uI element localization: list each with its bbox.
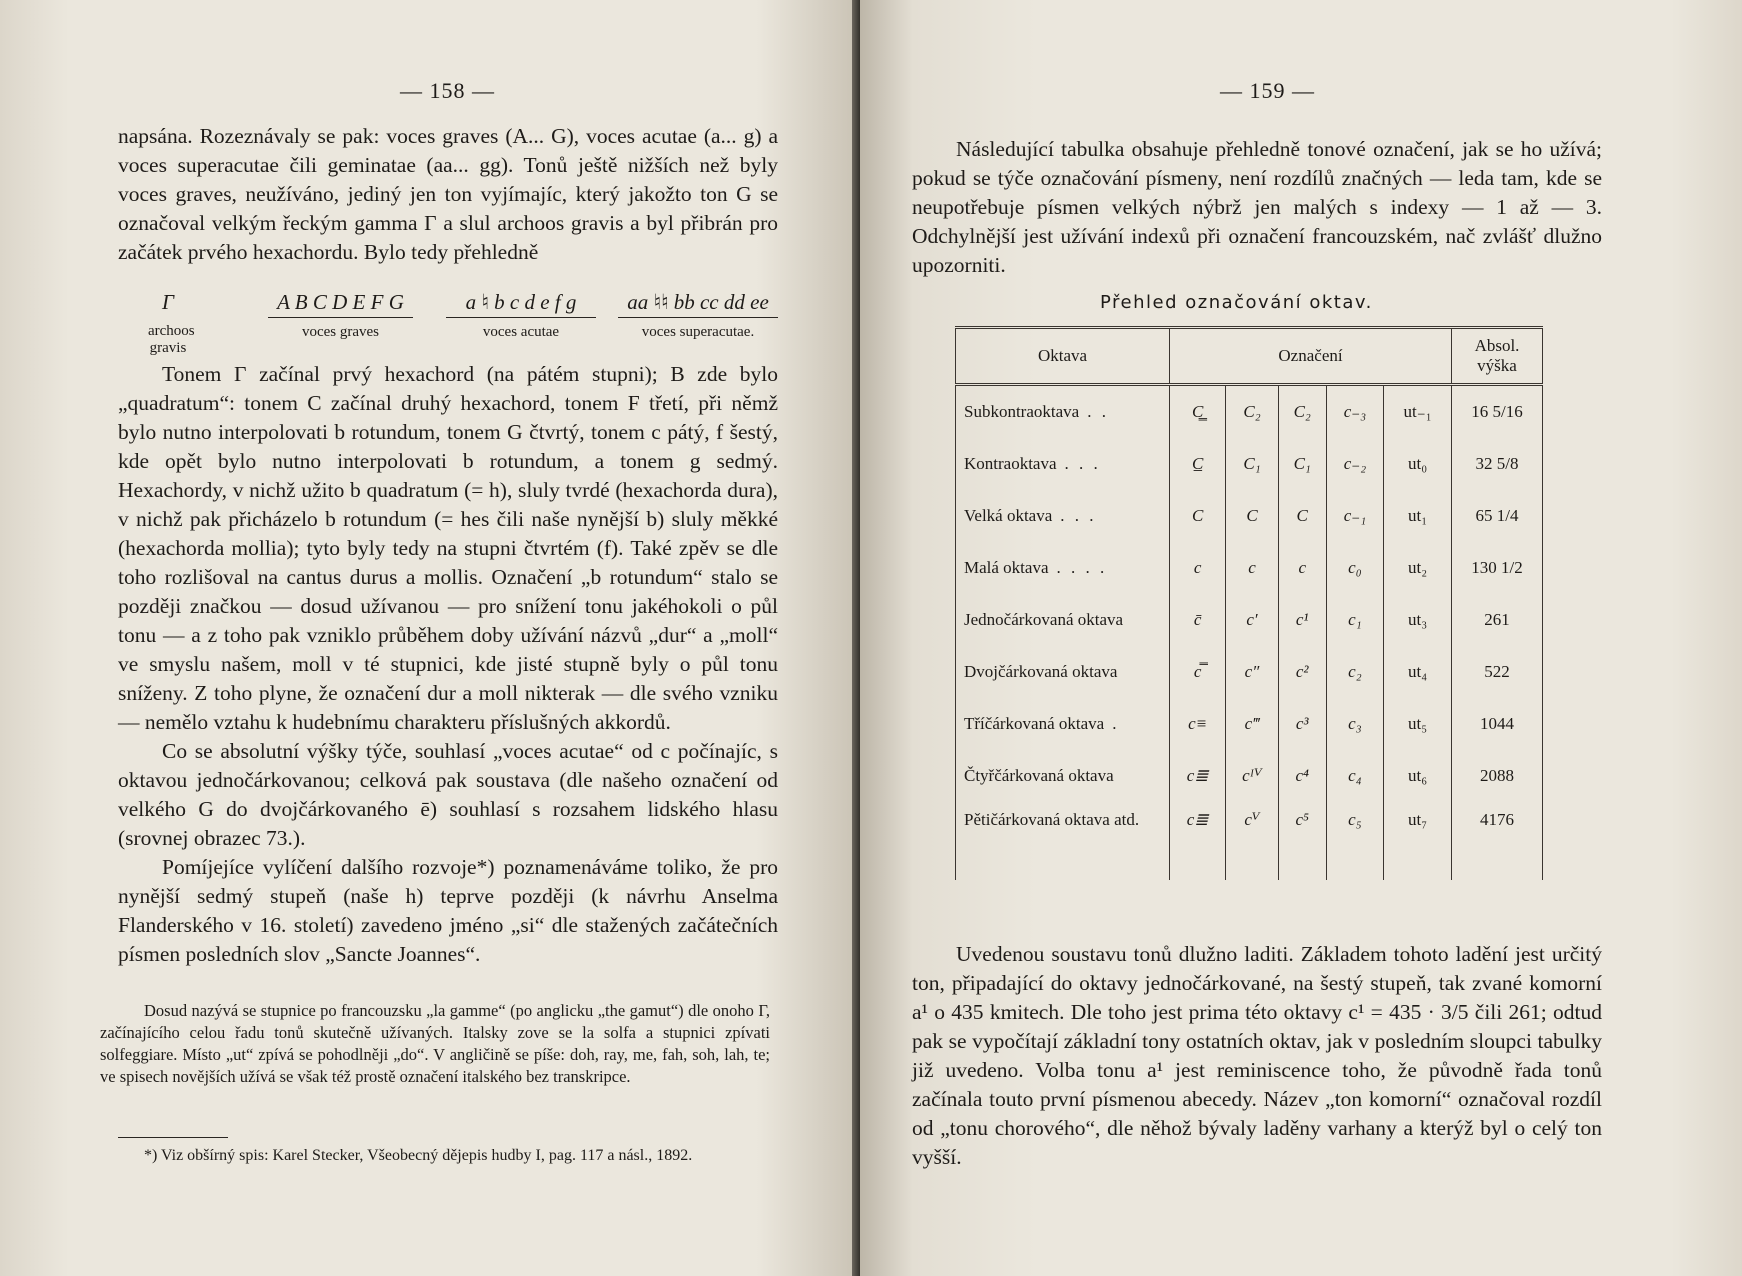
cell-value: c [1193, 558, 1202, 577]
notation-cell [1226, 698, 1278, 750]
notation-cell [1226, 385, 1278, 439]
cell-value: c₀ [1348, 558, 1362, 577]
octave-name: Jednočárkovaná oktava [964, 610, 1124, 629]
cell-value: ut₃ [1407, 610, 1428, 629]
notation-cell [1384, 542, 1452, 594]
absolute-pitch-cell [1452, 542, 1543, 594]
notation-cell [1326, 646, 1383, 698]
cell-value: ut₆ [1407, 766, 1428, 785]
cell-value: ut₋₁ [1403, 402, 1432, 421]
cell-value: 522 [1484, 662, 1510, 681]
cell-value: C₂ [1293, 402, 1311, 421]
absolute-pitch-cell [1452, 698, 1543, 750]
cell-value: ut₇ [1407, 810, 1428, 829]
octave-name: Čtyřčárkovaná oktava [964, 766, 1114, 785]
right-paragraph-after: Uvedenou soustavu tonů dlužno laditi. Základem tohoto ladění jest určitý ton, připadající do oktavy jednočárkované, na šestý stupeň, tak zvané komorní a¹ o 435 kmitech. Dle toho jest prima této oktavy c¹ = 435 · 3/5 čili 261; odtud pak se vypočítají základní tony ostatních oktav, jak v posledním sloupci tabulky již uvedeno. Volba tonu a¹ jest reminiscence toho, že původně řada tonů začínala touto první písmenou abecedy. Název „ton komorní“ označoval rozdíl od „tonu chorového“, dle něhož bývaly laděny varhany a kterýž byl o celý ton vyšší. [912, 942, 1602, 1169]
octave-name-cell [956, 542, 1170, 594]
cell-value: 4176 [1480, 810, 1514, 829]
notation-cell [1170, 385, 1226, 439]
octave-name-cell [956, 490, 1170, 542]
octave-name-cell [956, 698, 1170, 750]
cell-value: c‴ [1244, 714, 1260, 733]
notation-cell [1170, 594, 1226, 646]
footnote-divider [118, 1137, 228, 1138]
cell-value: c₋₃ [1343, 402, 1367, 421]
voces-overview [118, 290, 778, 356]
cell-value: C₁ [1243, 454, 1261, 473]
notation-cell [1278, 438, 1326, 490]
left-paragraph-3: Co se absolutní výšky týče, souhlasí „voces acutae“ od c počínajíc, s oktavou jednočárkovanou; celková pak soustava (dle našeho označení od velkého G do dvojčárkovaného ē) souhlasí s rozsahem lidského hlasu (srovnej obrazec 73.). [118, 739, 778, 850]
cell-value: ut₂ [1407, 558, 1428, 577]
cell-value: c₃ [1348, 714, 1362, 733]
notation-cell [1326, 802, 1383, 880]
notation-cell [1384, 698, 1452, 750]
absolute-pitch-cell [1452, 750, 1543, 802]
leader-dots: . . . [1060, 506, 1097, 525]
notation-cell [1278, 698, 1326, 750]
table-row [956, 802, 1543, 880]
cell-value: ut₁ [1407, 506, 1428, 525]
notation-cell [1278, 594, 1326, 646]
cell-value: c₋₂ [1343, 454, 1367, 473]
header-oznaceni: Označení [1170, 328, 1452, 385]
notation-cell [1278, 385, 1326, 439]
notation-cell [1326, 750, 1383, 802]
left-body [118, 360, 778, 969]
absolute-pitch-cell [1452, 385, 1543, 439]
cell-value: ut₀ [1407, 454, 1428, 473]
octave-name: Dvojčárkovaná oktava [964, 662, 1118, 681]
cell-value: c′ [1246, 610, 1258, 629]
cell-value: c≡ [1188, 714, 1208, 733]
notation-cell [1278, 802, 1326, 880]
cell-value: 261 [1484, 610, 1510, 629]
notation-cell [1384, 802, 1452, 880]
cell-value: C [1191, 506, 1204, 525]
notation-cell [1384, 750, 1452, 802]
notation-cell [1278, 750, 1326, 802]
octave-name-cell [956, 594, 1170, 646]
notation-cell [1170, 802, 1226, 880]
octave-name-cell [956, 646, 1170, 698]
table-row [956, 490, 1543, 542]
cell-value: c₋₁ [1343, 506, 1367, 525]
cell-value: c″ [1244, 662, 1260, 681]
cell-value: c₂ [1348, 662, 1362, 681]
notation-cell [1170, 698, 1226, 750]
cell-value: 2088 [1480, 766, 1514, 785]
octave-name: Malá oktava [964, 558, 1049, 577]
notation-cell [1226, 490, 1278, 542]
voces-group-superacutae: aa ♮♮ bb cc dd ee voces superacutae. [618, 290, 778, 341]
right-page [860, 0, 1742, 1276]
octave-name: Velká oktava [964, 506, 1053, 525]
cell-value: c≣ [1186, 810, 1209, 829]
octave-table [955, 326, 1543, 880]
octave-name: Subkontraoktava [964, 402, 1080, 421]
octave-name-cell [956, 802, 1170, 880]
notation-cell [1326, 385, 1383, 439]
octave-name: Kontraoktava [964, 454, 1057, 473]
table-row [956, 698, 1543, 750]
notation-cell [1278, 542, 1326, 594]
notation-cell [1226, 542, 1278, 594]
absolute-pitch-cell [1452, 490, 1543, 542]
cell-value: ut₅ [1407, 714, 1428, 733]
header-oktava: Oktava [956, 328, 1170, 385]
octave-name: Pětičárkovaná oktava atd. [964, 810, 1140, 829]
header-absol-vyska: Absol. výška [1452, 328, 1543, 385]
cell-value: c₁ [1348, 610, 1362, 629]
absolute-pitch-cell [1452, 438, 1543, 490]
leader-dots: . [1112, 714, 1120, 733]
notation-cell [1384, 490, 1452, 542]
cell-value: C₁ [1293, 454, 1311, 473]
leader-dots: . . . . [1056, 558, 1108, 577]
cell-value: 1044 [1480, 714, 1514, 733]
notation-cell [1384, 646, 1452, 698]
left-paragraph-4: Pomíjejíce vylíčení dalšího rozvoje*) poznamenáváme toliko, že pro nynější sedmý stupeň (naše h) teprve později (k návrhu Anselma Flanderského v 16. století) zavedeno jméno „si“ dle stažených začátečních písmen posledních slov „Sancte Joannes“. [118, 855, 778, 966]
absolute-pitch-cell [1452, 594, 1543, 646]
cell-value: c≣ [1186, 766, 1209, 785]
cell-value: cᴵⱽ [1242, 766, 1262, 785]
voces-group-graves: A B C D E F G voces graves [268, 290, 413, 341]
notation-cell [1278, 490, 1326, 542]
octave-name-cell [956, 438, 1170, 490]
cell-value: ut₄ [1407, 662, 1428, 681]
cell-value: c [1298, 558, 1306, 577]
absolute-pitch-cell [1452, 646, 1543, 698]
notation-cell [1226, 594, 1278, 646]
table-row [956, 438, 1543, 490]
page-number-158: — 158 — [400, 78, 495, 103]
cell-value: c [1248, 558, 1256, 577]
table-body [956, 385, 1543, 881]
notation-cell [1326, 438, 1383, 490]
leader-dots: . . . [1064, 454, 1101, 473]
absolute-pitch-cell [1452, 802, 1543, 880]
cell-value: C̲ [1191, 454, 1204, 473]
footnote-stecker: *) Viz obšírný spis: Karel Stecker, Všeobecný dějepis hudby I, pag. 117 a násl., 1892. [144, 1147, 693, 1164]
right-intro: Následující tabulka obsahuje přehledně tonové označení, jak se ho užívá; pokud se týče označování písmeny, není rozdílů značných — leda tam, kde se neupotřebuje písmen velkých nýbrž jen malých s indexy — 1 až — 3. Odchylnější jest užívání indexů při označení francouzském, nač zvlášť dlužno upozorniti. [912, 137, 1602, 277]
cell-value: c₄ [1348, 766, 1362, 785]
notation-cell [1170, 750, 1226, 802]
cell-value: 130 1/2 [1471, 558, 1523, 577]
footnote-gamme: Dosud nazývá se stupnice po francouzsku „la gamme“ (po anglicku „the gamut“) dle onoho Γ, začínajícího celou řadu tonů skutečně užívaných. Italsky zove se la solfa a stupnici zpívati solfeggiare. Místo „ut“ zpívá se pohodlněji „do“. V angličině se píše: doh, ray, me, fah, soh, lah, te; ve spisech novějších užívá se však též prostě označení italského bez transkripce. [100, 1001, 770, 1086]
table-row [956, 542, 1543, 594]
cell-value: c⁵ [1295, 810, 1309, 829]
left-paragraph-2: Tonem Γ začínal prvý hexachord (na pátém stupni); B zde bylo „quadratum“: tonem C začínal druhý hexachord, tonem F třetí, při němž bylo nutno interpolovati b rotundum, tonem G čtvrtý, tonem c pátý, f šestý, kde opět bylo nutno interpolovati b rotundum, a tonem g sedmý. Hexachordy, v nichž užito b quadratum (= h), sluly tvrdé (hexachorda dura), v nichž pak přicházelo b rotundum (= hes čili naše nynější b) sluly měkké (hexachorda mollia); tyto byly tedy na stupni čtvrtém (f). Také zpěv se dle toho rozlišoval na cantus durus a mollis. Označení „b rotundum“ stalo se později značkou — dosud užívanou — pro snížení tonu jakéhokoli o půl tonu — a z toho pak vzniklo průběhem doby užívání názvů „dur“ a „moll“ ve smyslu našem, moll v té stupnici, kde jisté stupně byly o půl tonu sníženy. Z toho plyne, že označení dur a moll nikterak — dle svého vzniku — nemělo vztahu k hudebnímu charakteru příslušných akkordů. [118, 362, 778, 734]
table-row [956, 646, 1543, 698]
notation-cell [1326, 594, 1383, 646]
cell-value: c⁴ [1295, 766, 1309, 785]
octave-name-cell [956, 385, 1170, 439]
notation-cell [1170, 542, 1226, 594]
cell-value: C [1246, 506, 1258, 525]
notation-cell [1226, 438, 1278, 490]
table-row [956, 385, 1543, 439]
table-row [956, 594, 1543, 646]
page-number-159: — 159 — [1220, 78, 1315, 103]
cell-value: C₂ [1243, 402, 1261, 421]
leader-dots: . . [1087, 402, 1109, 421]
table-header-row [956, 328, 1543, 385]
cell-value: c¹ [1295, 610, 1309, 629]
notation-cell [1226, 646, 1278, 698]
cell-value: c₅ [1348, 810, 1362, 829]
left-page [0, 0, 860, 1276]
cell-value: C̳ [1191, 402, 1204, 421]
cell-value: C [1296, 506, 1308, 525]
notation-cell [1384, 594, 1452, 646]
notation-cell [1384, 438, 1452, 490]
notation-cell [1278, 646, 1326, 698]
notation-cell [1384, 385, 1452, 439]
cell-value: cⱽ [1244, 810, 1260, 829]
notation-cell [1226, 802, 1278, 880]
cell-value: c̄ [1193, 610, 1202, 629]
cell-value: 65 1/4 [1475, 506, 1519, 525]
table-row [956, 750, 1543, 802]
notation-cell [1170, 490, 1226, 542]
notation-cell [1170, 438, 1226, 490]
cell-value: 16 5/16 [1471, 402, 1523, 421]
notation-cell [1326, 542, 1383, 594]
notation-cell [1170, 646, 1226, 698]
notation-cell [1226, 750, 1278, 802]
notation-cell [1326, 490, 1383, 542]
cell-value: 32 5/8 [1475, 454, 1519, 473]
octave-name-cell [956, 750, 1170, 802]
cell-value: c̿ [1193, 662, 1202, 681]
notation-cell [1326, 698, 1383, 750]
cell-value: c³ [1295, 714, 1309, 733]
voces-group-gamma: Γ archoos gravis [148, 290, 195, 356]
voces-group-acutae: a ♮ b c d e f g voces acutae [446, 290, 596, 341]
table-title: Přehled označování oktav. [1100, 292, 1373, 313]
left-paragraph-1: napsána. Rozeznávaly se pak: voces graves (A... G), voces acutae (a... g) a voces superacutae čili geminatae (aa... gg). Tonů ještě nižších než byly voces graves, neužíváno, jediný jen ton vyjímajíc, který jakožto ton G se označoval velkým řeckým gamma Γ a slul archoos gravis a byl přibrán pro začátek prvého hexachordu. Bylo tedy přehledně [118, 124, 778, 264]
cell-value: c² [1295, 662, 1309, 681]
octave-name: Tříčárkovaná oktava [964, 714, 1105, 733]
